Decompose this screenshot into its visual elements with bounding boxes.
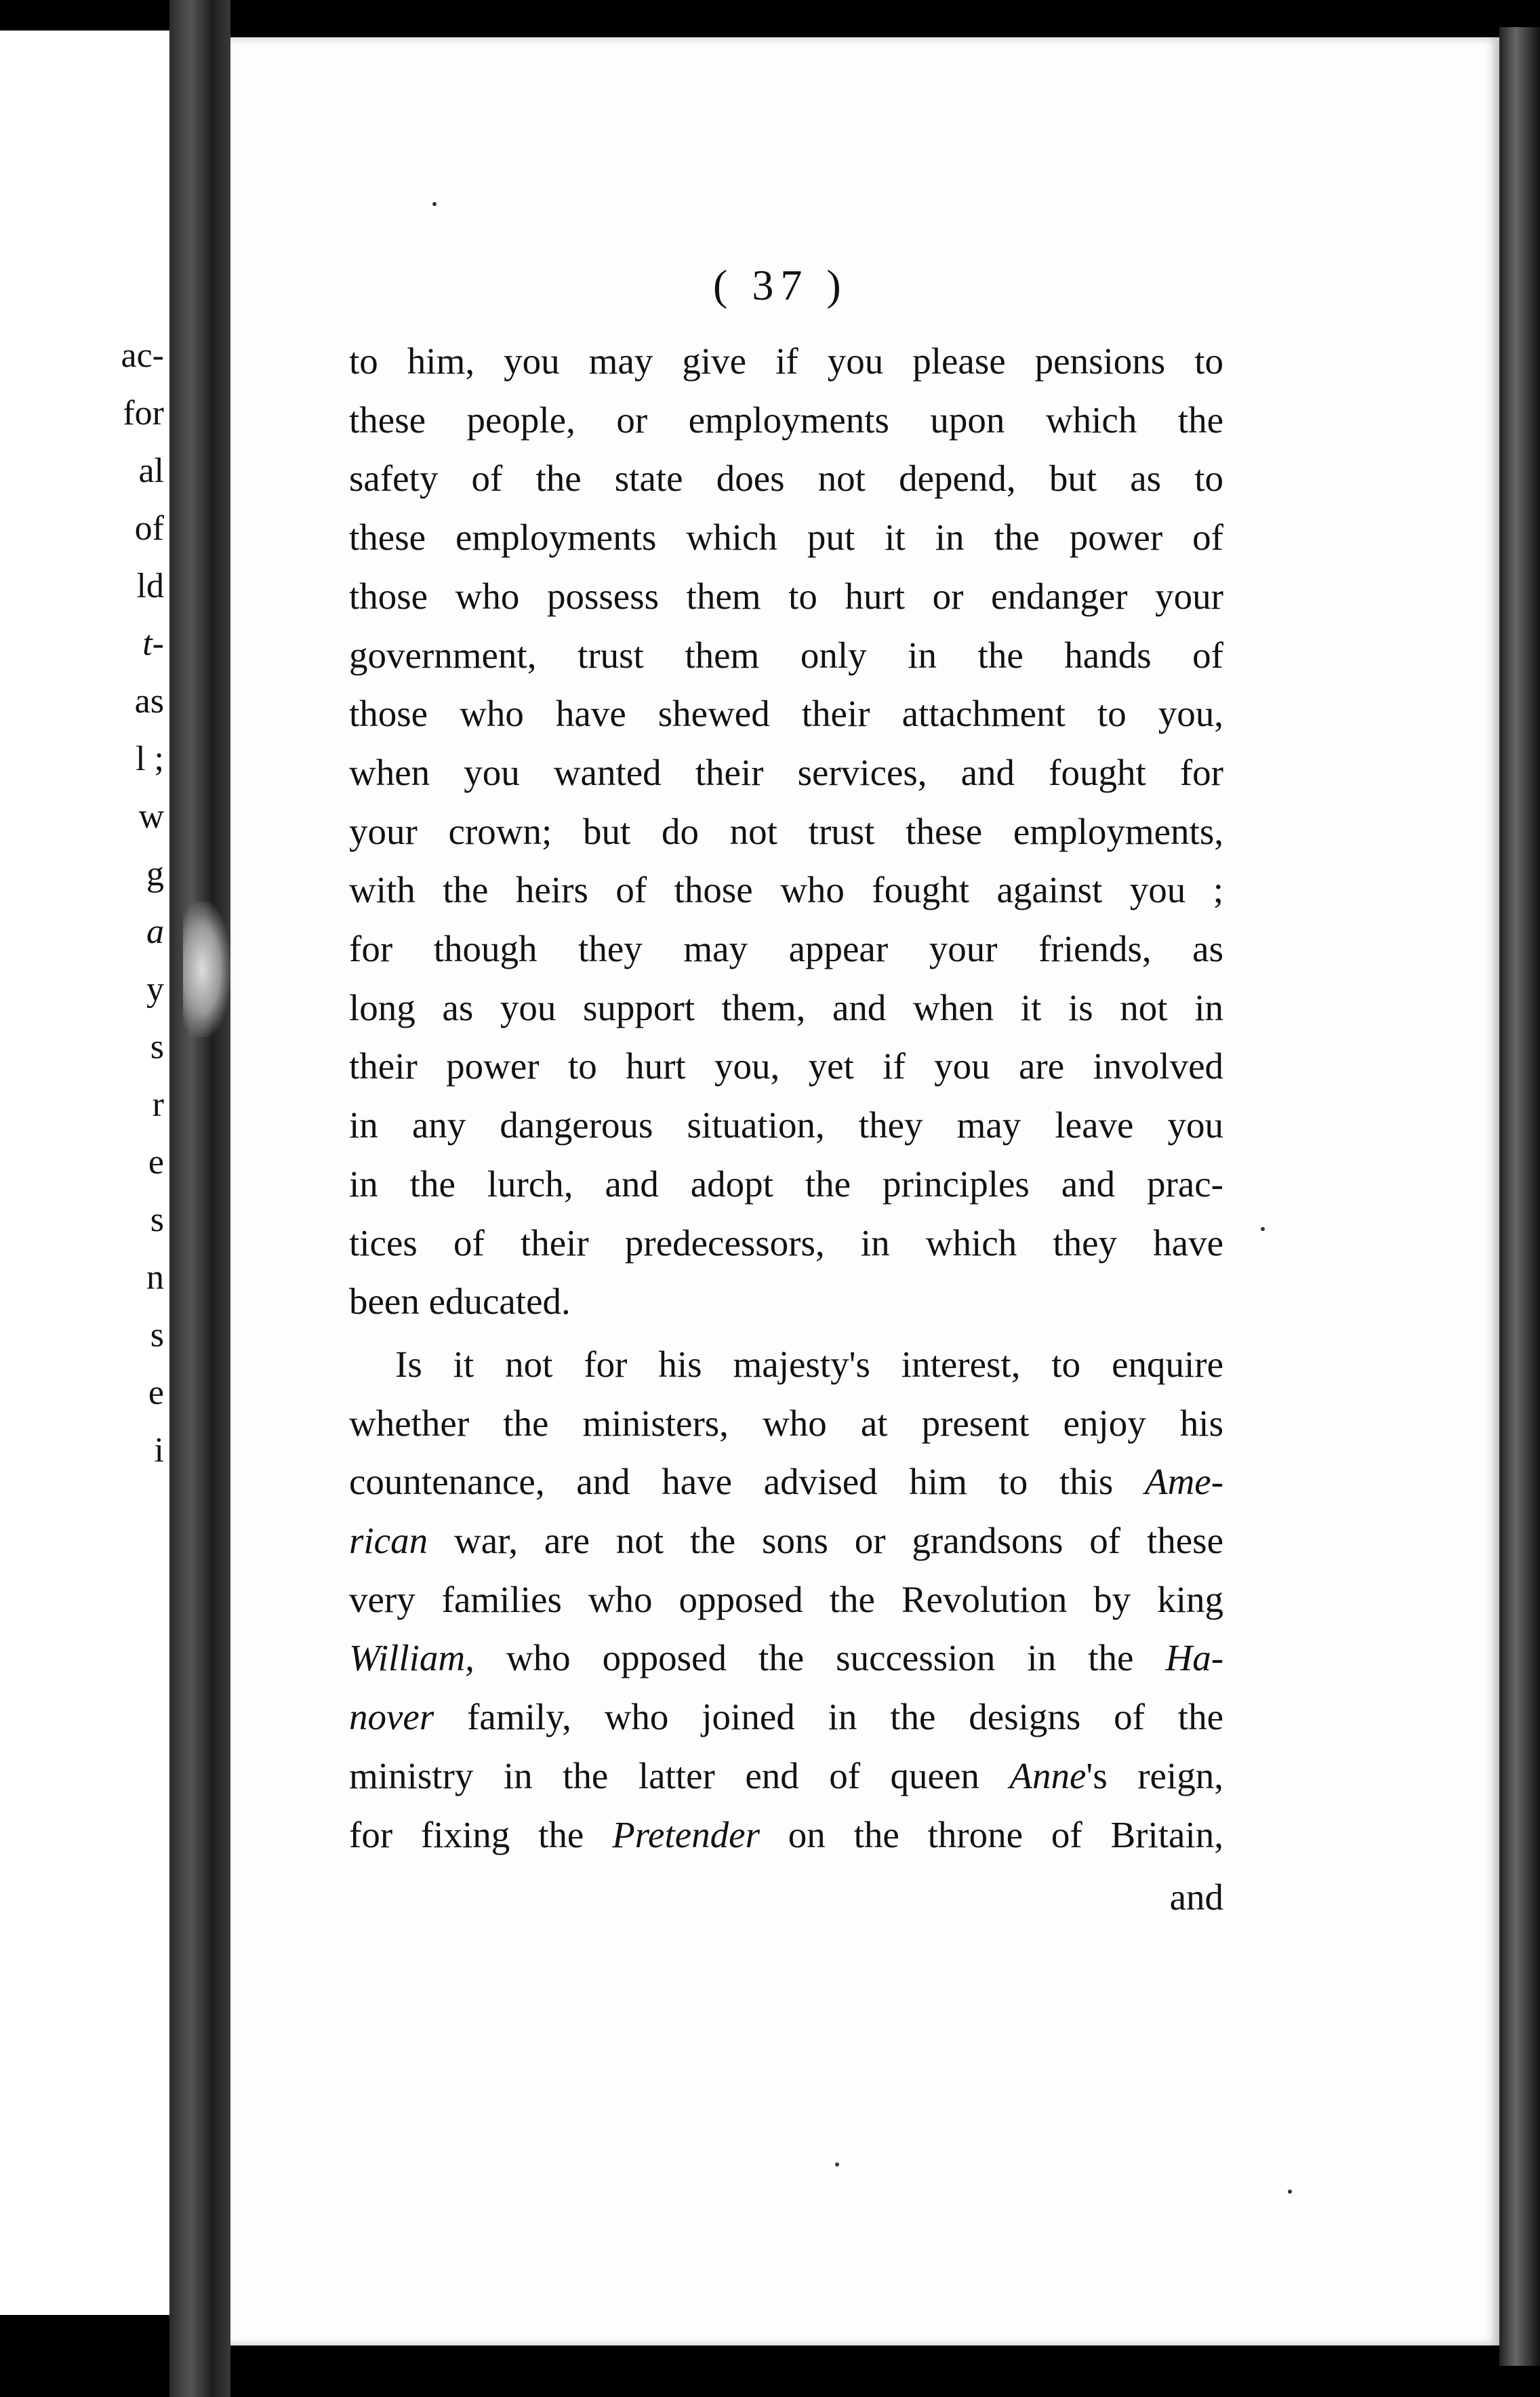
text-line: for though they may appear your friends, as	[349, 928, 1223, 970]
facing-page-fragment: e	[148, 1373, 164, 1412]
facing-page-fragment: r	[152, 1085, 164, 1124]
paper-damage	[183, 902, 230, 1037]
facing-page-fragment: n	[146, 1258, 164, 1297]
text-line: with the heirs of those who fought against you ;	[349, 869, 1223, 911]
text-line: government, trust them only in the hands of	[349, 634, 1223, 676]
page-number: ( 37 )	[713, 261, 848, 309]
facing-page-fragment: ac-	[121, 336, 164, 375]
text-line: these employments which put it in the power of	[349, 517, 1223, 559]
text-line: William, who opposed the succession in the Ha-	[349, 1637, 1224, 1679]
facing-page-fragment: as	[134, 682, 164, 721]
text-line: whether the ministers, who at present enjoy his	[349, 1402, 1223, 1444]
text-line: your crown; but do not trust these employments,	[349, 810, 1223, 852]
catchword: and	[1169, 1876, 1223, 1918]
text-line: countenance, and have advised him to this Ame-	[349, 1461, 1224, 1503]
facing-page-fragment: w	[138, 797, 164, 836]
text-line: long as you support them, and when it is not in	[349, 986, 1223, 1028]
facing-page-fragment: e	[148, 1143, 164, 1182]
text-line: those who possess them to hurt or endanger your	[349, 575, 1223, 617]
text-line: very families who opposed the Revolution by king	[349, 1578, 1223, 1620]
text-line: ministry in the latter end of queen Anne's reign,	[349, 1754, 1223, 1796]
body-text	[349, 332, 1223, 1927]
facing-page-fragment: l ;	[136, 740, 164, 778]
text-line: in any dangerous situation, they may leave you	[349, 1104, 1223, 1146]
ink-speck	[432, 202, 437, 206]
text-line: safety of the state does not depend, but as to	[349, 458, 1223, 500]
facing-page	[0, 31, 169, 2315]
facing-page-fragment: s	[150, 1201, 164, 1239]
text-line: these people, or employments upon which the	[349, 399, 1223, 441]
facing-page-fragment: g	[146, 855, 164, 893]
ink-speck	[1261, 1227, 1265, 1231]
text-line: for fixing the Pretender on the throne of Britain,	[349, 1813, 1223, 1855]
text-line: to him, you may give if you please pensions to	[349, 340, 1223, 382]
ink-speck	[835, 2162, 839, 2167]
text-line: Is it not for his majesty's interest, to enquire	[395, 1343, 1223, 1385]
facing-page-fragment: y	[146, 970, 164, 1009]
facing-page-fragment: al	[138, 451, 164, 490]
page-edge	[1499, 27, 1540, 2366]
book-gutter	[169, 0, 230, 2397]
text-line: tices of their predecessors, in which they have	[349, 1222, 1223, 1264]
text-line: when you wanted their services, and fought for	[349, 751, 1223, 793]
text-line: nover family, who joined in the designs of the	[349, 1696, 1223, 1738]
facing-page-fragment: for	[123, 394, 164, 432]
facing-page-fragment: of	[134, 509, 164, 548]
text-line: been educated.	[349, 1281, 571, 1323]
facing-page-fragment: i	[154, 1431, 164, 1470]
facing-page-fragment: s	[150, 1316, 164, 1354]
text-line: their power to hurt you, yet if you are involved	[349, 1045, 1223, 1087]
text-line: rican war, are not the sons or grandsons of these	[349, 1520, 1223, 1562]
text-line: in the lurch, and adopt the principles and prac-	[349, 1163, 1223, 1205]
facing-page-fragment: s	[150, 1028, 164, 1066]
facing-page-fragment: ld	[136, 567, 164, 605]
facing-page-fragment: a	[146, 912, 164, 951]
facing-page-fragment: t-	[142, 624, 164, 663]
ink-speck	[1288, 2190, 1292, 2194]
text-line: those who have shewed their attachment to you,	[349, 693, 1223, 735]
